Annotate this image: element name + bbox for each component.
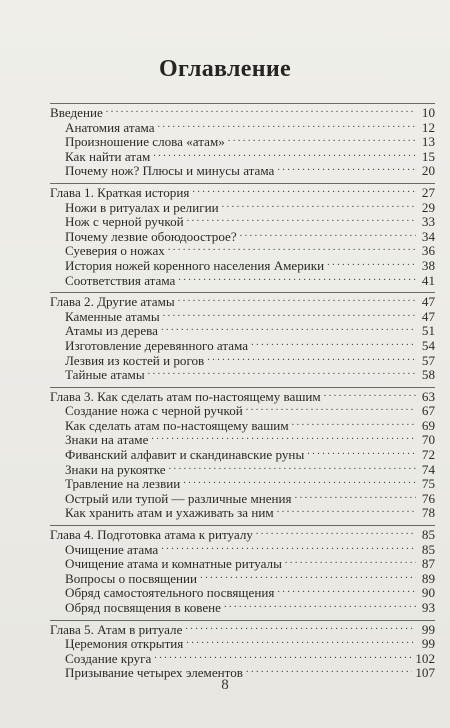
toc-chapter (50, 528, 435, 543)
toc-entry-title: Как хранить атам и ухаживать за ним (65, 505, 274, 521)
dot-leader (277, 507, 416, 517)
toc-section (50, 387, 435, 521)
dot-leader (256, 529, 416, 539)
toc-entry-title: Нож с черной ручкой (65, 214, 184, 230)
toc-entry-page: 69 (421, 417, 435, 433)
toc-section (50, 183, 435, 288)
toc-entry-title: Очищение атама (65, 541, 159, 557)
toc-entry-page: 29 (421, 199, 435, 215)
toc-entry (50, 652, 435, 667)
toc-entry-page: 58 (421, 367, 435, 383)
toc-entry (50, 586, 435, 601)
toc-entry-title: Создание ножа с черной ручкой (65, 403, 243, 419)
toc-entry (50, 506, 435, 521)
toc-entry-title: История ножей коренного населения Америки (65, 257, 325, 273)
toc-entry (50, 230, 435, 245)
dot-leader (224, 602, 416, 612)
table-of-contents (50, 103, 435, 685)
toc-chapter (50, 390, 435, 405)
toc-entry (50, 339, 435, 354)
dot-leader (151, 434, 416, 444)
dot-leader (161, 325, 416, 335)
dot-leader (178, 296, 416, 306)
toc-chapter-title: Глава 1. Краткая история (50, 184, 190, 200)
toc-entry-page: 57 (421, 352, 435, 368)
toc-entry-title: Как сделать атам по-настоящему вашим (65, 417, 289, 433)
toc-entry-title: Как найти атам (65, 148, 151, 164)
toc-entry-page: 78 (421, 505, 435, 521)
toc-entry (50, 404, 435, 419)
toc-entry (50, 135, 435, 150)
toc-entry-page: 13 (421, 134, 435, 150)
toc-entry (50, 310, 435, 325)
toc-chapter-page: 99 (421, 621, 435, 637)
dot-leader (240, 231, 416, 241)
toc-chapter-page: 27 (421, 184, 435, 200)
dot-leader (185, 624, 416, 634)
toc-entry (50, 433, 435, 448)
dot-leader (277, 165, 416, 175)
toc-section (50, 103, 435, 179)
toc-entry-page: 90 (421, 585, 435, 601)
toc-entry-title: Фиванский алфавит и скандинавские руны (65, 447, 305, 463)
toc-entry-page: 85 (421, 541, 435, 557)
toc-entry (50, 557, 435, 572)
toc-entry-page: 33 (421, 214, 435, 230)
dot-leader (154, 653, 412, 663)
toc-entry-page: 47 (421, 308, 435, 324)
toc-entry-page: 54 (421, 337, 435, 353)
toc-entry (50, 354, 435, 369)
dot-leader (169, 464, 416, 474)
toc-entry-title: Острый или тупой — различные мнения (65, 490, 292, 506)
toc-entry (50, 244, 435, 259)
toc-entry (50, 419, 435, 434)
toc-entry-page: 74 (421, 461, 435, 477)
toc-entry (50, 368, 435, 383)
toc-chapter (50, 186, 435, 201)
toc-entry-title: Создание круга (65, 650, 152, 666)
dot-leader (246, 667, 412, 677)
dot-leader (285, 558, 416, 568)
toc-entry-page: 89 (421, 570, 435, 586)
toc-entry-page: 20 (421, 163, 435, 179)
toc-chapter-title: Глава 5. Атам в ритуале (50, 621, 183, 637)
toc-entry-title: Почему лезвие обоюдоострое? (65, 228, 237, 244)
toc-entry-title: Призывание четырех элементов (65, 665, 243, 681)
toc-entry-page: 72 (421, 447, 435, 463)
toc-chapter-page: 63 (421, 388, 435, 404)
toc-section (50, 292, 435, 383)
dot-leader (183, 478, 416, 488)
toc-chapter-title: Глава 4. Подготовка атама к ритуалу (50, 527, 253, 543)
dot-leader (161, 544, 416, 554)
toc-chapter-page: 10 (421, 105, 435, 120)
dot-leader (251, 340, 416, 350)
page-title: Оглавление (159, 56, 291, 82)
toc-entry-page: 41 (421, 272, 435, 288)
toc-entry-title: Очищение атама и комнатные ритуалы (65, 556, 282, 572)
dot-leader (292, 420, 416, 430)
toc-entry (50, 150, 435, 165)
dot-leader (158, 122, 416, 132)
toc-entry (50, 543, 435, 558)
dot-leader (168, 245, 416, 255)
toc-entry-title: Травление на лезвии (65, 476, 181, 492)
toc-entry-title: Анатомия атама (65, 119, 155, 135)
toc-section (50, 525, 435, 616)
toc-entry-page: 15 (421, 148, 435, 164)
dot-leader (148, 369, 416, 379)
toc-entry-title: Произношение слова «атам» (65, 134, 225, 150)
toc-entry (50, 121, 435, 136)
dot-leader (277, 587, 416, 597)
toc-section (50, 620, 435, 681)
toc-chapter-page: 85 (421, 527, 435, 543)
toc-entry-page: 87 (421, 556, 435, 572)
dot-leader (106, 107, 416, 117)
toc-chapter (50, 623, 435, 638)
toc-entry-title: Изготовление деревянного атама (65, 337, 249, 353)
page-number: 8 (221, 677, 229, 693)
toc-entry-title: Почему нож? Плюсы и минусы атама (65, 163, 275, 179)
dot-leader (163, 311, 416, 321)
toc-entry-page: 70 (421, 432, 435, 448)
toc-chapter-title: Глава 2. Другие атамы (50, 294, 175, 310)
toc-chapter-page: 47 (421, 294, 435, 310)
dot-leader (327, 260, 416, 270)
toc-chapter (50, 295, 435, 310)
toc-entry-title: Ножи в ритуалах и религии (65, 199, 219, 215)
dot-leader (222, 202, 416, 212)
toc-entry-title: Каменные атамы (65, 308, 160, 324)
toc-entry-page: 102 (415, 650, 435, 666)
dot-leader (324, 391, 416, 401)
toc-entry-page: 51 (421, 323, 435, 339)
toc-entry (50, 601, 435, 616)
toc-entry (50, 215, 435, 230)
dot-leader (207, 355, 416, 365)
toc-entry-page: 12 (421, 119, 435, 135)
dot-leader (295, 493, 416, 503)
toc-entry-title: Тайные атамы (65, 367, 145, 383)
toc-entry-title: Обряд посвящения в ковене (65, 600, 221, 615)
dot-leader (228, 136, 416, 146)
toc-entry-title: Атамы из дерева (65, 323, 158, 339)
toc-entry-title: Обряд самостоятельного посвящения (65, 585, 275, 601)
toc-entry (50, 492, 435, 507)
toc-entry-page: 99 (421, 636, 435, 652)
toc-entry (50, 164, 435, 179)
dot-leader (307, 449, 416, 459)
toc-entry-page: 67 (421, 403, 435, 419)
dot-leader (187, 216, 416, 226)
toc-entry-page: 76 (421, 490, 435, 506)
toc-entry (50, 448, 435, 463)
toc-entry (50, 637, 435, 652)
toc-entry (50, 477, 435, 492)
dot-leader (153, 151, 416, 161)
toc-entry (50, 201, 435, 216)
toc-entry (50, 463, 435, 478)
toc-entry-title: Соответствия атама (65, 272, 176, 288)
toc-entry-title: Вопросы о посвящении (65, 570, 198, 586)
toc-entry-title: Лезвия из костей и рогов (65, 352, 205, 368)
dot-leader (200, 573, 416, 583)
toc-entry-page: 34 (421, 228, 435, 244)
dot-leader (246, 405, 416, 415)
toc-entry (50, 572, 435, 587)
toc-entry-title: Знаки на атаме (65, 432, 149, 448)
toc-chapter (50, 106, 435, 121)
toc-chapter-title: Введение (50, 105, 103, 120)
dot-leader (186, 638, 416, 648)
toc-entry (50, 259, 435, 274)
toc-entry-title: Церемония открытия (65, 636, 184, 652)
toc-entry-page: 75 (421, 476, 435, 492)
toc-entry-page: 107 (415, 665, 435, 681)
toc-entry (50, 274, 435, 289)
toc-entry-page: 36 (421, 243, 435, 259)
dot-leader (178, 275, 416, 285)
toc-entry-title: Суеверия о ножах (65, 243, 165, 259)
toc-entry-page: 38 (421, 257, 435, 273)
toc-entry-title: Знаки на рукоятке (65, 461, 166, 477)
dot-leader (192, 187, 416, 197)
toc-chapter-title: Глава 3. Как сделать атам по-настоящему вашим (50, 388, 321, 404)
toc-entry-page: 93 (421, 600, 435, 615)
toc-entry (50, 324, 435, 339)
